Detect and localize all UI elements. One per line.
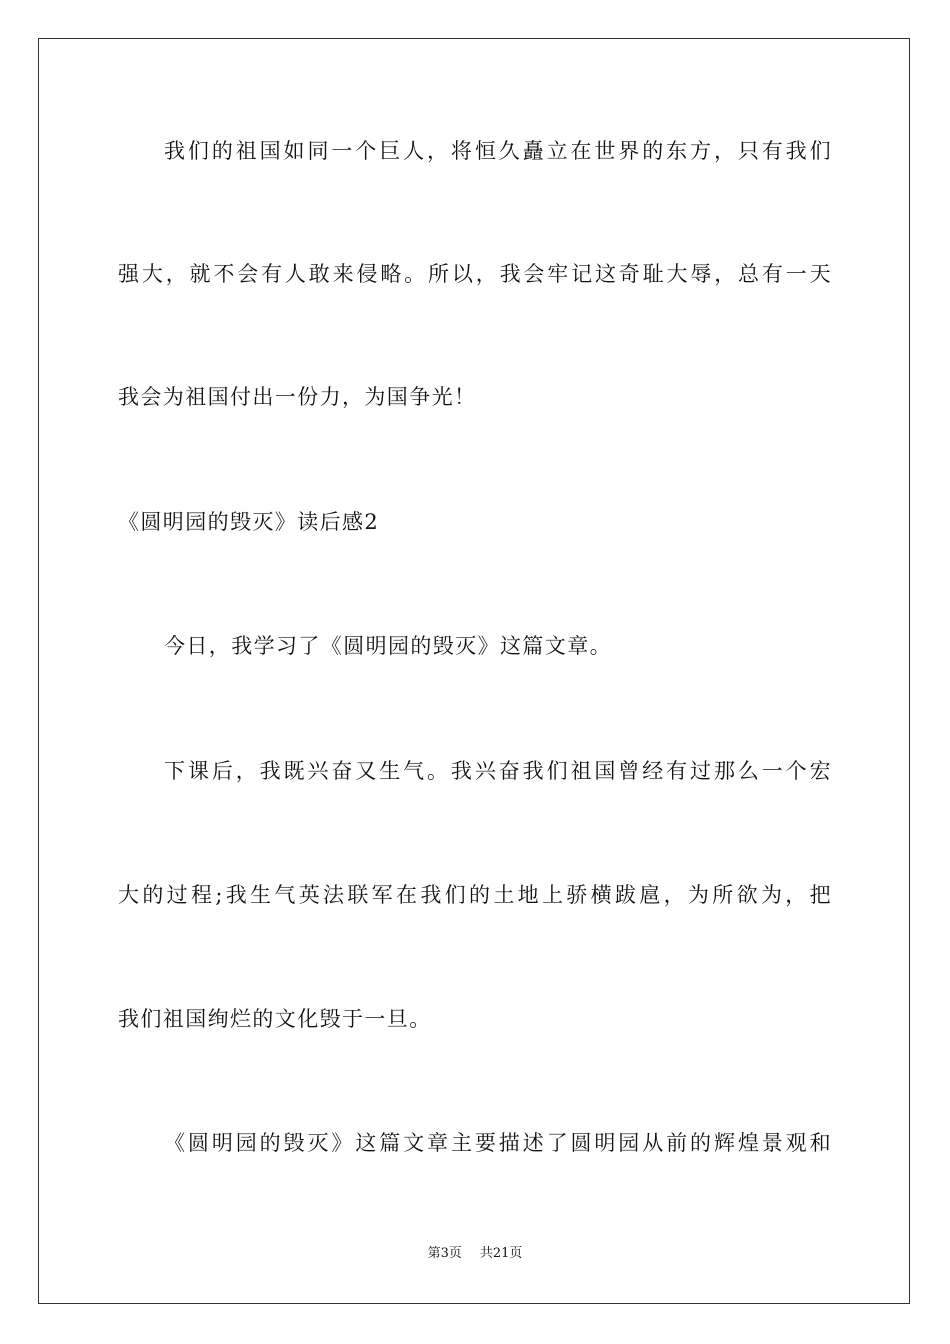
page-border (38, 38, 910, 1304)
paragraph-line: 我们的祖国如同一个巨人，将恒久矗立在世界的东方，只有我们 (164, 139, 832, 163)
paragraph-line: 我们祖国绚烂的文化毁于一旦。 (118, 1007, 432, 1031)
paragraph-line: 大的过程;我生气英法联军在我们的土地上骄横跋扈，为所欲为，把 (118, 883, 832, 907)
paragraph-line: 今日，我学习了《圆明园的毁灭》这篇文章。 (164, 634, 612, 658)
page-number: 第3页 (427, 1246, 462, 1261)
section-heading: 《圆明园的毁灭》读后感2 (118, 510, 380, 534)
paragraph-line: 下课后，我既兴奋又生气。我兴奋我们祖国曾经有过那么一个宏 (164, 759, 832, 783)
page-total: 共21页 (479, 1246, 523, 1261)
paragraph-line: 《圆明园的毁灭》这篇文章主要描述了圆明园从前的辉煌景观和 (164, 1131, 832, 1155)
page-footer (0, 1244, 950, 1264)
paragraph-line: 强大，就不会有人敢来侵略。所以，我会牢记这奇耻大辱，总有一天 (118, 262, 832, 286)
paragraph-line: 我会为祖国付出一份力，为国争光！ (118, 385, 477, 409)
